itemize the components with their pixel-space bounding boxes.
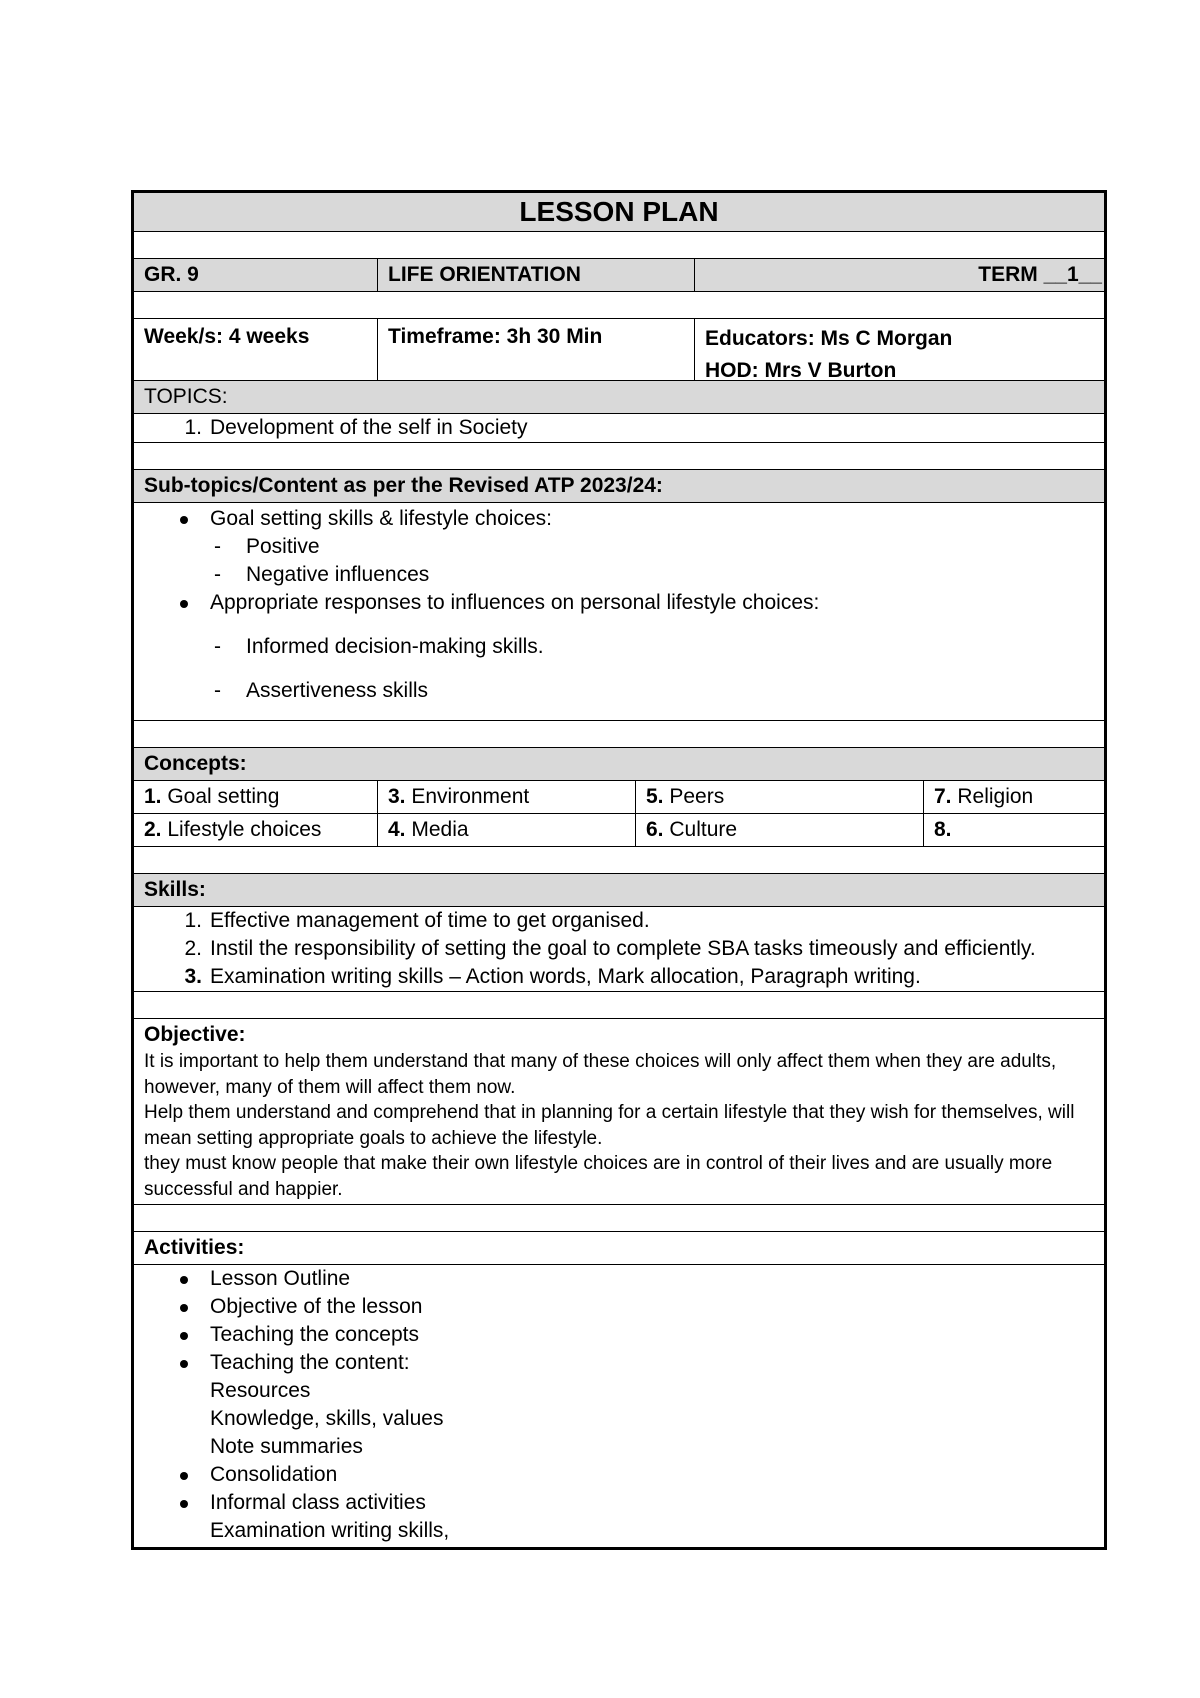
concepts-row	[134, 781, 1104, 814]
concept-number: 6.	[646, 818, 664, 841]
term-cell: TERM __1__	[694, 259, 1104, 291]
grade-cell: GR. 9	[144, 263, 199, 286]
concept-number: 5.	[646, 785, 664, 808]
subtopics-heading: Sub-topics/Content as per the Revised ATP 2023/24:	[144, 474, 663, 497]
activities-heading-row	[134, 1232, 1104, 1265]
sub-list-item	[134, 533, 1104, 561]
bullet-icon	[180, 600, 188, 608]
skills-heading: Skills:	[144, 878, 206, 901]
list-item	[134, 1461, 1104, 1489]
list-item	[134, 1293, 1104, 1321]
subtopic-sub-text: Assertiveness skills	[246, 679, 429, 702]
concept-number: 2.	[144, 818, 162, 841]
spacer-row	[134, 847, 1104, 874]
concepts-row	[134, 814, 1104, 847]
skills-list	[134, 907, 1104, 991]
concept-cell	[134, 814, 377, 846]
bullet-icon	[180, 516, 188, 524]
dash-icon: -	[214, 563, 221, 586]
concept-text: Lifestyle choices	[161, 818, 322, 841]
concept-cell	[923, 781, 1104, 813]
concept-number: 1.	[144, 785, 162, 808]
list-number: 1.	[184, 909, 202, 932]
topics-heading: TOPICS:	[144, 385, 228, 408]
dash-icon: -	[214, 679, 221, 702]
lesson-plan-table	[131, 190, 1107, 1550]
bullet-icon	[180, 1332, 188, 1340]
subject-cell: LIFE ORIENTATION	[377, 259, 694, 291]
list-item	[134, 505, 1104, 533]
timeframe-cell: Timeframe: 3h 30 Min	[377, 319, 694, 380]
activity-text: Objective of the lesson	[210, 1295, 423, 1318]
list-number: 1.	[184, 416, 202, 439]
concept-cell	[635, 814, 923, 846]
subtopic-text: Appropriate responses to influences on personal lifestyle choices:	[210, 591, 820, 614]
list-item	[134, 414, 1104, 442]
activity-subline: Knowledge, skills, values	[210, 1407, 444, 1430]
skill-text: Instil the responsibility of setting the goal to complete SBA tasks timeously and efficiently.	[210, 937, 1036, 960]
bullet-icon	[180, 1472, 188, 1480]
subtopic-text: Goal setting skills & lifestyle choices:	[210, 507, 552, 530]
objective-paragraph: It is important to help them understand that many of these choices will only affect them when they are adults, however, many of them will affect them now.	[144, 1051, 1057, 1098]
objective-paragraph: Help them understand and comprehend that in planning for a certain lifestyle that they wish for themselves, will mean setting appropriate goals to achieve the lifestyle.	[144, 1102, 1075, 1149]
spacer-row	[134, 721, 1104, 748]
topics-list	[134, 414, 1104, 442]
list-item	[134, 1321, 1104, 1349]
activity-text: Consolidation	[210, 1463, 338, 1486]
spacer-row	[134, 443, 1104, 470]
subtopic-sub-text: Positive	[246, 535, 320, 558]
list-item	[134, 589, 1104, 617]
objective-heading: Objective:	[144, 1023, 246, 1046]
sub-list-item	[134, 633, 1104, 661]
list-item	[134, 907, 1104, 935]
activity-subline: Examination writing skills,	[210, 1519, 450, 1542]
title-row	[134, 193, 1104, 232]
topics-heading-row	[134, 381, 1104, 414]
weeks-cell: Week/s: 4 weeks	[144, 325, 310, 348]
skills-row	[134, 907, 1104, 992]
sub-list-item	[134, 677, 1104, 705]
concept-cell	[134, 781, 377, 813]
list-item	[134, 1489, 1104, 1517]
concept-text: Peers	[663, 785, 725, 808]
subtopics-heading-row	[134, 470, 1104, 503]
subtopics-list	[134, 505, 1104, 705]
bullet-icon	[180, 1276, 188, 1284]
topic-text: Development of the self in Society	[210, 416, 528, 439]
activities-heading: Activities:	[144, 1236, 245, 1259]
subtopics-row	[134, 503, 1104, 721]
concept-number: 3.	[388, 785, 406, 808]
skill-text: Examination writing skills – Action words, Mark allocation, Paragraph writing.	[210, 965, 921, 988]
activity-subline: Resources	[210, 1379, 311, 1402]
list-number: 2.	[184, 937, 202, 960]
spacer-row	[134, 232, 1104, 259]
dash-icon: -	[214, 635, 221, 658]
spacer-row	[134, 992, 1104, 1019]
concepts-heading: Concepts:	[144, 752, 247, 775]
subtopic-sub-text: Informed decision-making skills.	[246, 635, 544, 658]
objective-paragraph: they must know people that make their own lifestyle choices are in control of their lives and are usually more successful and happier.	[144, 1153, 1053, 1200]
topics-row	[134, 414, 1104, 443]
concept-number: 4.	[388, 818, 406, 841]
objective-row	[134, 1019, 1104, 1205]
activity-text: Lesson Outline	[210, 1267, 351, 1290]
header-row	[134, 259, 1104, 292]
spacer-row	[134, 1205, 1104, 1232]
activities-row	[134, 1265, 1104, 1550]
concept-cell	[923, 814, 1104, 846]
educators-text: Educators: Ms C Morgan	[705, 327, 953, 350]
bullet-icon	[180, 1500, 188, 1508]
activity-text: Informal class activities	[210, 1491, 426, 1514]
concept-text: Goal setting	[161, 785, 280, 808]
spacer-row	[134, 292, 1104, 319]
educators-cell	[694, 319, 1104, 380]
concept-number: 8.	[934, 818, 952, 841]
activities-list-continued	[134, 1461, 1104, 1517]
list-item	[134, 1265, 1104, 1293]
activity-text: Teaching the content:	[210, 1351, 410, 1374]
info-row	[134, 319, 1104, 381]
bullet-icon	[180, 1304, 188, 1312]
concepts-heading-row	[134, 748, 1104, 781]
concept-text: Religion	[951, 785, 1034, 808]
sub-list-item	[134, 561, 1104, 589]
concept-text: Environment	[405, 785, 530, 808]
list-item	[134, 963, 1104, 991]
lesson-plan-document	[131, 190, 1107, 1550]
concept-number: 7.	[934, 785, 952, 808]
bullet-icon	[180, 1360, 188, 1368]
concept-text: Media	[405, 818, 469, 841]
activities-list	[134, 1265, 1104, 1377]
concept-cell	[377, 814, 635, 846]
list-number: 3.	[184, 965, 202, 988]
list-item	[134, 1349, 1104, 1377]
concept-cell	[635, 781, 923, 813]
concept-text: Culture	[663, 818, 738, 841]
skill-text: Effective management of time to get organised.	[210, 909, 650, 932]
skills-heading-row	[134, 874, 1104, 907]
page-title: LESSON PLAN	[519, 196, 719, 227]
concept-cell	[377, 781, 635, 813]
subtopic-sub-text: Negative influences	[246, 563, 430, 586]
hod-text: HOD: Mrs V Burton	[705, 359, 897, 380]
dash-icon: -	[214, 535, 221, 558]
list-item	[134, 935, 1104, 963]
activity-subline: Note summaries	[210, 1435, 363, 1458]
activity-text: Teaching the concepts	[210, 1323, 419, 1346]
